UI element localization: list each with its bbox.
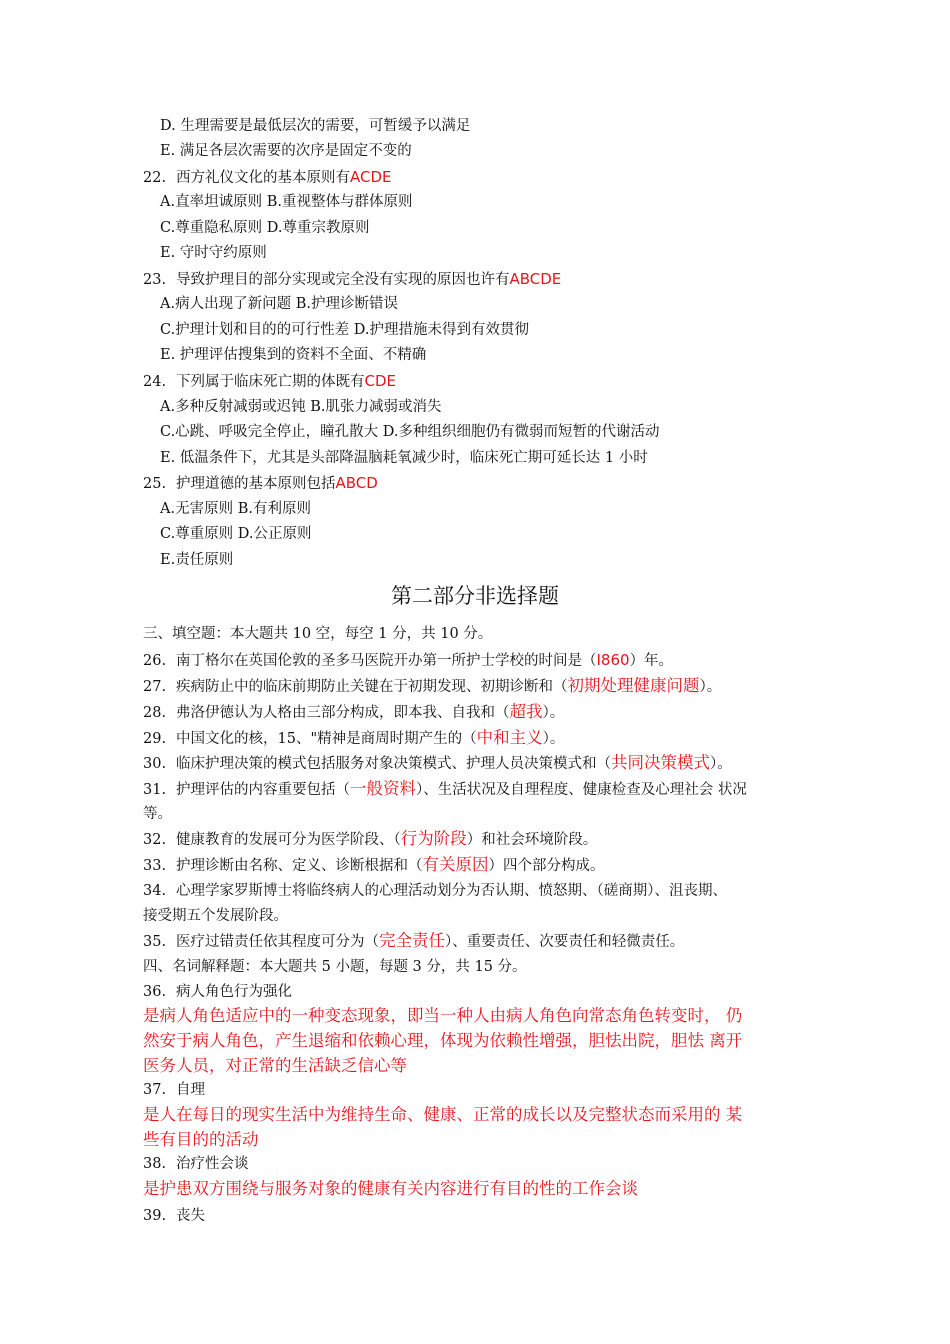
q35-line [143, 931, 684, 952]
q38-term: 治疗性会谈 [176, 1156, 249, 1172]
q33-pre: 护理诊断由名称、定义、诊断根据和（ [176, 858, 423, 874]
q37-number: 37. [143, 1082, 167, 1098]
q27-pre: 疾病防止中的临床前期防止关键在于初期发现、初期诊断和（ [176, 679, 568, 695]
q30-post: ）。 [710, 756, 732, 772]
q27-answer: 初期处理健康问题 [567, 676, 700, 695]
q22-question [143, 167, 392, 188]
q33-post: ）四个部分构成。 [488, 858, 605, 874]
q32-line [143, 829, 597, 850]
q29-answer: 中和主义 [476, 728, 543, 747]
q31-line2: 等。 [143, 806, 172, 822]
q25-text: 护理道德的基本原则包括 [176, 476, 336, 492]
q37-definition-line: 是人在每日的现实生活中为维持生命、健康、正常的成长以及完整状态而采用的 某 [143, 1105, 743, 1124]
q21-option-e: E. 满足各层次需要的次序是固定不变的 [160, 143, 412, 159]
q31-line [143, 779, 747, 800]
q31-pre: 护理评估的内容重要包括（ [176, 782, 350, 798]
q26-answer: I860 [596, 651, 630, 669]
q32-number: 32. [143, 832, 167, 848]
q24-number: 24. [143, 374, 167, 390]
q22-options-cd: C.尊重隐私原则 D.尊重宗教原则 [160, 220, 370, 236]
q27-post: ）。 [699, 679, 722, 695]
q24-answer: CDE [364, 372, 397, 390]
q22-text: 西方礼仪文化的基本原则有 [176, 170, 350, 186]
q34-number: 34. [143, 883, 167, 899]
q25-options-cd: C.尊重原则 D.公正原则 [160, 526, 312, 542]
q32-post: ）和社会环境阶段。 [466, 832, 598, 848]
q27-line [143, 676, 721, 697]
q24-question [143, 371, 396, 392]
q33-line [143, 855, 605, 876]
q30-pre: 临床护理决策的模式包括服务对象决策模式、护理人员决策模式和（ [176, 756, 611, 772]
fill-section-title: 三、填空题：本大题共 10 空，每空 1 分，共 10 分。 [143, 626, 493, 642]
q25-answer: ABCD [335, 474, 378, 492]
q33-number: 33. [143, 858, 167, 874]
q37-term-line [143, 1080, 205, 1100]
q38-number: 38. [143, 1156, 167, 1172]
q22-number: 22. [143, 170, 167, 186]
q26-post: ）年。 [629, 653, 674, 669]
q23-answer: ABCDE [509, 270, 562, 288]
q36-definition-line: 医务人员，对正常的生活缺乏信心等 [143, 1056, 407, 1075]
q22-answer: ACDE [350, 168, 392, 186]
q23-text: 导致护理目的部分实现或完全没有实现的原因也许有 [176, 272, 510, 288]
q36-number: 36. [143, 984, 167, 1000]
q28-pre: 弗洛伊德认为人格由三部分构成，即本我、自我和（ [176, 705, 510, 721]
q22-option-e: E. 守时守约原则 [160, 245, 267, 261]
term-section-title: 四、名词解释题：本大题共 5 小题，每题 3 分，共 15 分。 [143, 959, 527, 975]
q30-line [143, 753, 732, 774]
q39-number: 39. [143, 1208, 167, 1224]
q24-options-ab: A.多种反射减弱或迟钝 B.肌张力减弱或消失 [160, 399, 442, 415]
q27-number: 27. [143, 679, 167, 695]
q22-options-ab: A.直率坦诚原则 B.重视整体与群体原则 [160, 194, 413, 210]
q23-option-e: E. 护理评估搜集到的资料不全面、不精确 [160, 347, 427, 363]
part2-heading: 第二部分非选择题 [391, 584, 559, 608]
q31-number: 31. [143, 782, 167, 798]
q38-term-line [143, 1154, 249, 1174]
q31-answer: 一般资料 [350, 779, 416, 798]
q38-definition-line: 是护患双方围绕与服务对象的健康有关内容进行有目的性的工作会谈 [143, 1179, 638, 1198]
q26-line [143, 650, 673, 671]
q28-answer: 超我 [509, 702, 543, 721]
q35-number: 35. [143, 934, 167, 950]
q28-number: 28. [143, 705, 167, 721]
q29-line [143, 728, 564, 749]
q24-text: 下列属于临床死亡期的体既有 [176, 374, 365, 390]
q36-term-line [143, 982, 292, 1002]
q28-post: ）。 [542, 705, 565, 721]
q24-options-cd: C.心跳、呼吸完全停止，瞳孔散大 D.多种组织细胞仍有微弱而短暂的代谢活动 [160, 424, 660, 440]
q26-number: 26. [143, 653, 167, 669]
q35-pre: 医疗过错责任依其程度可分为（ [176, 934, 379, 950]
q28-line [143, 702, 564, 723]
q33-answer: 有关原因 [422, 855, 489, 874]
q21-option-d: D. 生理需要是最低层次的需要，可暂缓予以满足 [160, 118, 471, 134]
q39-term-line [143, 1206, 205, 1226]
q37-definition-line: 些有目的的活动 [143, 1130, 259, 1149]
q23-number: 23. [143, 272, 167, 288]
q25-option-e: E.责任原则 [160, 552, 234, 568]
q34-line2: 接受期五个发展阶段。 [143, 908, 288, 924]
q24-option-e: E. 低温条件下，尤其是头部降温脑耗氧减少时，临床死亡期可延长达 1 小时 [160, 450, 648, 466]
q23-options-cd: C.护理计划和目的的可行性差 D.护理措施未得到有效贯彻 [160, 322, 530, 338]
q36-definition-line: 然安于病人角色，产生退缩和依赖心理，体现为依赖性增强，胆怯出院，胆怯 离开 [143, 1031, 743, 1050]
q30-answer: 共同决策模式 [611, 753, 710, 772]
q36-term: 病人角色行为强化 [176, 984, 292, 1000]
q34-text: 心理学家罗斯博士将临终病人的心理活动划分为否认期、愤怒期、（磋商期）、沮丧期、 [176, 883, 727, 899]
q37-term: 自理 [176, 1082, 205, 1098]
q25-number: 25. [143, 476, 167, 492]
q34-line [143, 881, 727, 901]
q23-question [143, 269, 561, 290]
q29-pre: 中国文化的核，15、"精神是商周时期产生的（ [176, 731, 477, 747]
q25-options-ab: A.无害原则 B.有利原则 [160, 501, 311, 517]
q35-post: ）、重要责任、次要责任和轻微责任。 [445, 934, 685, 950]
q32-pre: 健康教育的发展可分为医学阶段、（ [176, 832, 401, 848]
q31-post: ）、生活状况及自理程度、健康检查及心理社会 状况 [416, 782, 747, 798]
q29-post: ）。 [542, 731, 565, 747]
q29-number: 29. [143, 731, 167, 747]
q36-definition-line: 是病人角色适应中的一种变态现象，即当一种人由病人角色向常态角色转变时， 仍 [143, 1006, 743, 1025]
q26-pre: 南丁格尔在英国伦敦的圣多马医院开办第一所护士学校的时间是（ [176, 653, 597, 669]
q32-answer: 行为阶段 [400, 829, 467, 848]
q30-number: 30. [143, 756, 167, 772]
q25-question [143, 473, 378, 494]
q35-answer: 完全责任 [379, 931, 445, 950]
q23-options-ab: A.病人出现了新问题 B.护理诊断错误 [160, 296, 398, 312]
q39-term: 丧失 [176, 1208, 205, 1224]
